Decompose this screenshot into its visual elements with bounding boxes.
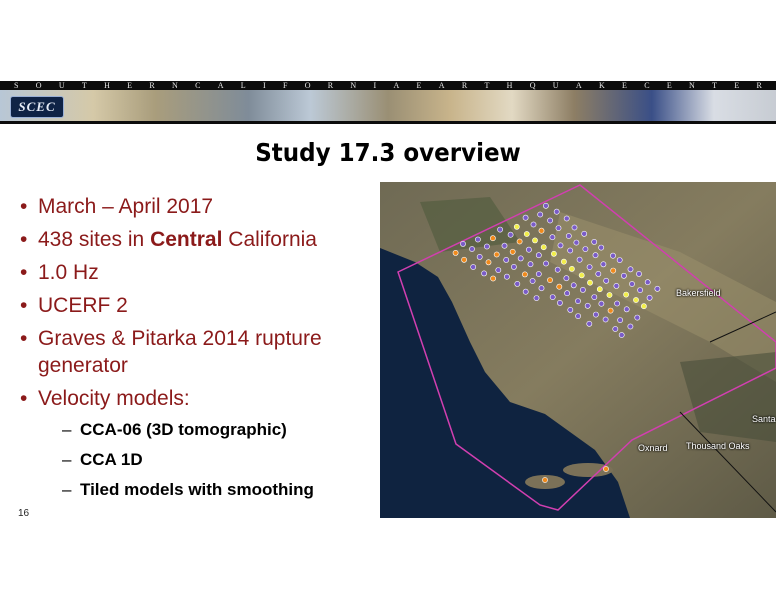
site-marker-icon bbox=[603, 317, 608, 322]
site-marker-icon bbox=[592, 295, 597, 300]
banner-divider bbox=[0, 121, 776, 124]
dash-icon: – bbox=[62, 480, 72, 499]
site-marker-icon bbox=[518, 256, 523, 261]
banner-letter: R bbox=[327, 81, 334, 90]
dash-icon: – bbox=[62, 420, 72, 439]
site-marker-icon bbox=[550, 235, 555, 240]
site-marker-icon bbox=[523, 215, 528, 220]
banner-letter: O bbox=[304, 81, 311, 90]
emphasis-central: Central bbox=[150, 228, 223, 251]
sub-bullet-cca1d: – CCA 1D bbox=[62, 445, 378, 475]
page-number: 16 bbox=[18, 508, 30, 519]
banner-letter: R bbox=[756, 81, 762, 90]
site-marker-icon bbox=[494, 252, 499, 257]
label-bakersfield: Bakersfield bbox=[676, 288, 721, 298]
site-marker-icon bbox=[517, 239, 522, 244]
bullet-dot-icon: • bbox=[20, 195, 28, 218]
site-marker-icon bbox=[593, 253, 598, 258]
banner-letter: S bbox=[14, 81, 19, 90]
bullet-dates: • March – April 2017 bbox=[18, 190, 378, 223]
site-marker-icon bbox=[645, 280, 650, 285]
site-marker-icon bbox=[536, 253, 541, 258]
site-marker-icon bbox=[569, 266, 574, 271]
bullet-list bbox=[18, 190, 378, 505]
site-marker-icon bbox=[611, 268, 616, 273]
site-marker-icon bbox=[655, 286, 660, 291]
site-marker-icon bbox=[582, 231, 587, 236]
site-marker-icon bbox=[599, 301, 604, 306]
site-marker-icon bbox=[633, 297, 638, 302]
site-marker-icon bbox=[564, 216, 569, 221]
site-marker-icon bbox=[515, 281, 520, 286]
site-marker-icon bbox=[475, 237, 480, 242]
site-marker-icon bbox=[635, 315, 640, 320]
site-marker-icon bbox=[548, 218, 553, 223]
label-oxnard: Oxnard bbox=[638, 443, 668, 453]
site-marker-icon bbox=[523, 289, 528, 294]
banner-letter: L bbox=[240, 81, 246, 90]
label-santa: Santa bbox=[752, 414, 776, 424]
bullet-dot-icon: • bbox=[20, 228, 28, 251]
site-marker-icon bbox=[522, 272, 527, 277]
site-marker-icon bbox=[484, 244, 489, 249]
site-marker-icon bbox=[599, 245, 604, 250]
site-marker-icon bbox=[629, 281, 634, 286]
site-marker-icon bbox=[617, 258, 622, 263]
site-marker-icon bbox=[530, 278, 535, 283]
banner-letter: N bbox=[689, 81, 695, 90]
site-marker-icon bbox=[561, 259, 566, 264]
site-marker-icon bbox=[551, 251, 556, 256]
site-marker-icon bbox=[547, 278, 552, 283]
site-marker-icon bbox=[490, 236, 495, 241]
site-marker-icon bbox=[566, 233, 571, 238]
banner-letter: A bbox=[217, 81, 224, 90]
site-marker-icon bbox=[539, 286, 544, 291]
site-marker-icon bbox=[508, 232, 513, 237]
site-marker-icon bbox=[498, 227, 503, 232]
site-marker-icon bbox=[462, 257, 467, 262]
banner-letter: A bbox=[438, 81, 445, 90]
site-marker-icon bbox=[571, 283, 576, 288]
site-marker-icon bbox=[511, 264, 516, 269]
site-marker-icon bbox=[453, 250, 458, 255]
site-marker-icon bbox=[558, 243, 563, 248]
bullet-dot-icon: • bbox=[20, 327, 28, 350]
banner-letter: E bbox=[416, 81, 422, 90]
site-marker-icon bbox=[601, 262, 606, 267]
banner-letter: A bbox=[393, 81, 400, 90]
site-marker-icon bbox=[624, 292, 629, 297]
site-marker-icon bbox=[528, 262, 533, 267]
banner-letter: I bbox=[262, 81, 266, 90]
site-marker-icon bbox=[628, 267, 633, 272]
site-marker-icon bbox=[531, 222, 536, 227]
site-marker-icon bbox=[536, 271, 541, 276]
site-marker-icon bbox=[491, 276, 496, 281]
banner-letter: T bbox=[712, 81, 718, 90]
dash-icon: – bbox=[62, 450, 72, 469]
site-marker-icon bbox=[564, 276, 569, 281]
banner-letter: R bbox=[461, 81, 468, 90]
sub-bullet-cca06: – CCA-06 (3D tomographic) bbox=[62, 415, 378, 445]
site-marker-icon bbox=[542, 477, 547, 482]
site-marker-icon bbox=[587, 321, 592, 326]
site-marker-icon bbox=[608, 308, 613, 313]
site-marker-icon bbox=[504, 257, 509, 262]
site-marker-icon bbox=[502, 243, 507, 248]
site-marker-icon bbox=[574, 240, 579, 245]
banner-letter: E bbox=[127, 81, 133, 90]
banner-letter: T bbox=[81, 81, 87, 90]
site-marker-icon bbox=[576, 314, 581, 319]
bullet-sites: • 438 sites in Central California bbox=[18, 223, 378, 256]
site-marker-icon bbox=[565, 291, 570, 296]
site-marker-icon bbox=[504, 274, 509, 279]
site-marker-icon bbox=[514, 224, 519, 229]
site-marker-icon bbox=[624, 307, 629, 312]
banner-letter: U bbox=[58, 81, 65, 90]
banner-letter: E bbox=[622, 81, 627, 90]
site-marker-icon bbox=[477, 254, 482, 259]
site-marker-icon bbox=[614, 283, 619, 288]
site-marker-icon bbox=[471, 264, 476, 269]
site-marker-icon bbox=[641, 304, 646, 309]
site-marker-icon bbox=[554, 209, 559, 214]
site-marker-icon bbox=[597, 287, 602, 292]
banner-letter: T bbox=[484, 81, 490, 90]
banner-letter: N bbox=[172, 81, 178, 90]
banner-letter: C bbox=[644, 81, 650, 90]
banner-letter: Q bbox=[529, 81, 536, 90]
site-marker-icon bbox=[593, 312, 598, 317]
site-marker-icon bbox=[628, 324, 633, 329]
banner-letter: H bbox=[104, 81, 110, 90]
banner-letter: E bbox=[666, 81, 672, 90]
site-marker-icon bbox=[596, 271, 601, 276]
site-marker-icon bbox=[543, 261, 548, 266]
banner-letter: R bbox=[149, 81, 155, 90]
site-marker-icon bbox=[607, 292, 612, 297]
site-marker-icon bbox=[621, 273, 626, 278]
map-canvas bbox=[380, 182, 776, 518]
banner-letter: I bbox=[373, 81, 377, 90]
bullet-dot-icon: • bbox=[20, 387, 28, 410]
banner-letter: C bbox=[195, 81, 201, 90]
site-marker-icon bbox=[613, 326, 618, 331]
bullet-frequency: • 1.0 Hz bbox=[18, 256, 378, 289]
site-marker-icon bbox=[557, 300, 562, 305]
site-marker-icon bbox=[585, 303, 590, 308]
site-marker-icon bbox=[524, 231, 529, 236]
org-banner bbox=[0, 81, 776, 90]
site-marker-icon bbox=[556, 226, 561, 231]
site-marker-icon bbox=[583, 247, 588, 252]
site-marker-icon bbox=[557, 284, 562, 289]
sub-bullet-list bbox=[18, 415, 378, 505]
scec-logo: SCEC bbox=[10, 96, 64, 118]
site-marker-icon bbox=[579, 273, 584, 278]
banner-letter: O bbox=[35, 81, 42, 90]
site-marker-icon bbox=[534, 296, 539, 301]
site-marker-icon bbox=[469, 246, 474, 251]
site-marker-icon bbox=[550, 295, 555, 300]
site-marker-icon bbox=[575, 299, 580, 304]
bullet-rupture-generator: • Graves & Pitarka 2014 rupture generator bbox=[20, 327, 322, 377]
site-marker-icon bbox=[510, 249, 515, 254]
site-marker-icon bbox=[526, 247, 531, 252]
site-marker-icon bbox=[647, 295, 652, 300]
banner-letter: H bbox=[506, 81, 513, 90]
site-marker-icon bbox=[568, 248, 573, 253]
site-marker-icon bbox=[460, 241, 465, 246]
banner-letter: N bbox=[350, 81, 357, 90]
site-marker-icon bbox=[638, 288, 643, 293]
site-marker-icon bbox=[603, 466, 608, 471]
sub-bullet-tiled: – Tiled models with smoothing bbox=[62, 475, 378, 505]
slide-title: Study 17.3 overview bbox=[255, 138, 521, 167]
site-marker-icon bbox=[618, 318, 623, 323]
banner-letter: E bbox=[734, 81, 740, 90]
site-marker-icon bbox=[587, 265, 592, 270]
bullet-dot-icon: • bbox=[20, 294, 28, 317]
site-marker-icon bbox=[482, 271, 487, 276]
bullet-ucerf: • UCERF 2 bbox=[18, 289, 378, 322]
site-marker-icon bbox=[496, 268, 501, 273]
site-marker-icon bbox=[543, 203, 548, 208]
site-marker-icon bbox=[580, 287, 585, 292]
site-marker-icon bbox=[486, 260, 491, 265]
banner-letter: F bbox=[282, 81, 288, 90]
site-marker-icon bbox=[541, 245, 546, 250]
site-marker-icon bbox=[587, 280, 592, 285]
site-marker-icon bbox=[577, 257, 582, 262]
bullet-velocity-models: • Velocity models: bbox=[18, 382, 378, 415]
bullet-dot-icon: • bbox=[20, 261, 28, 284]
site-marker-icon bbox=[532, 238, 537, 243]
site-marker-icon bbox=[615, 301, 620, 306]
site-marker-icon bbox=[610, 253, 615, 258]
site-marker-icon bbox=[592, 239, 597, 244]
label-thousand-oaks: Thousand Oaks bbox=[686, 441, 750, 451]
banner-letter: K bbox=[598, 81, 605, 90]
banner-photo-strip bbox=[0, 90, 776, 121]
site-marker-icon bbox=[619, 332, 624, 337]
study-map bbox=[380, 182, 776, 518]
site-marker-icon bbox=[538, 212, 543, 217]
site-marker-icon bbox=[555, 267, 560, 272]
site-marker-icon bbox=[604, 278, 609, 283]
site-marker-icon bbox=[568, 307, 573, 312]
banner-letter: U bbox=[552, 81, 559, 90]
site-marker-icon bbox=[636, 271, 641, 276]
site-marker-icon bbox=[572, 225, 577, 230]
banner-letter: A bbox=[575, 81, 582, 90]
site-marker-icon bbox=[539, 228, 544, 233]
